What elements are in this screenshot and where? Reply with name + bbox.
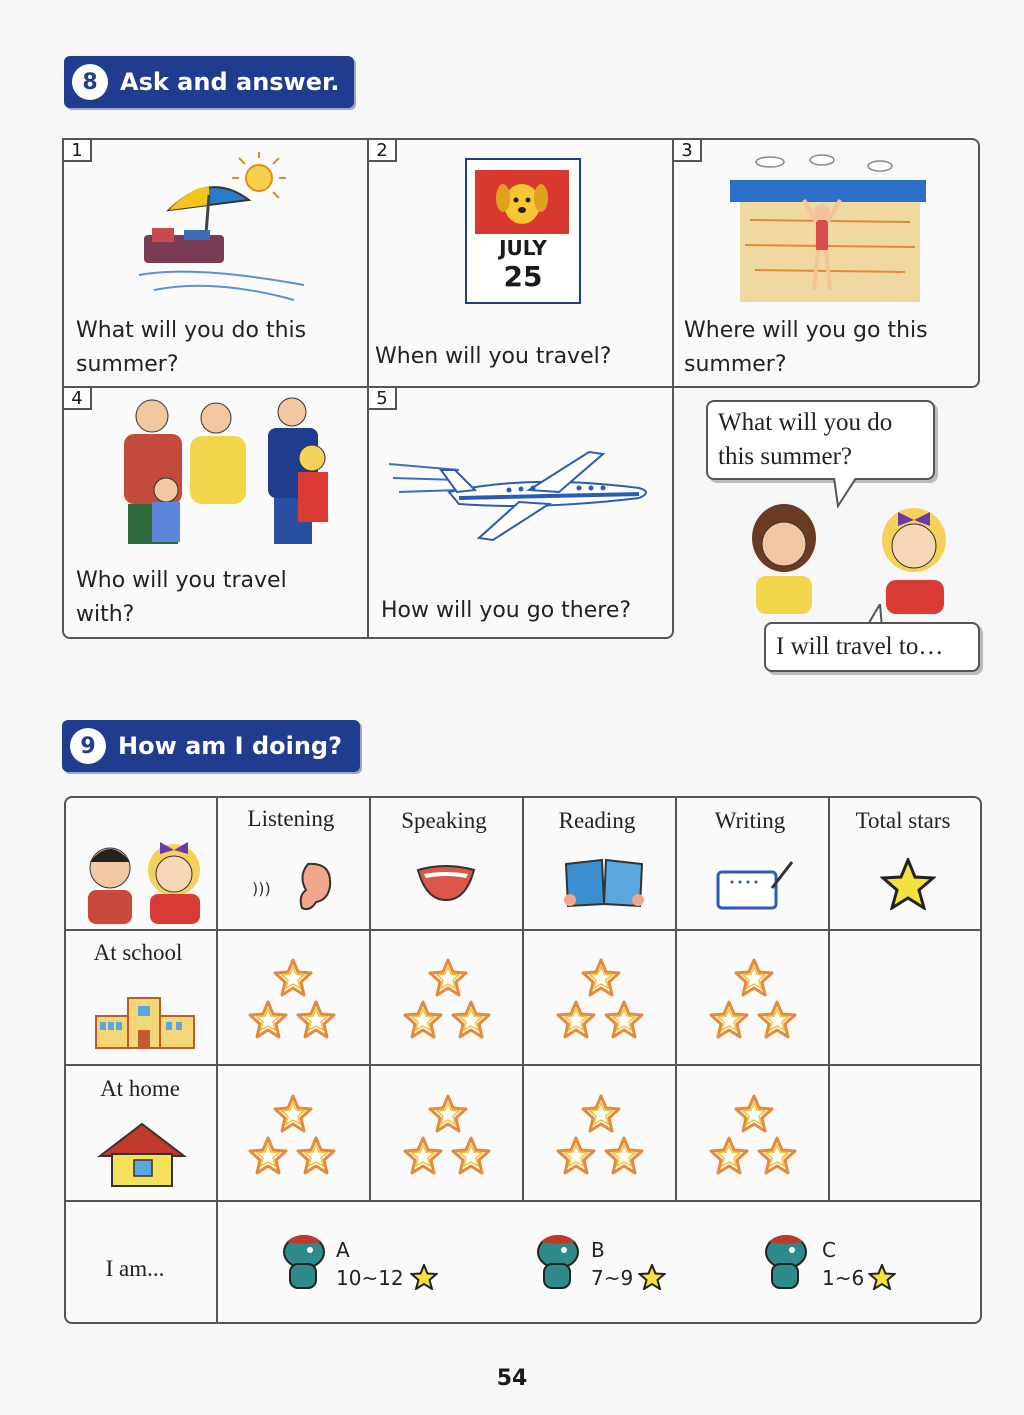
stars-at-home-writing <box>706 1092 802 1178</box>
two-children-illustration <box>738 498 964 614</box>
question-3: Where will you go this summer? <box>684 318 928 377</box>
dinosaur-mascot-icon <box>758 1228 814 1294</box>
column-header-speaking: Speaking <box>401 808 487 833</box>
level-a-range: 10~12 <box>336 1266 404 1290</box>
column-header-listening: Listening <box>247 806 335 831</box>
level-c-letter: C <box>822 1238 836 1262</box>
stars-at-home-listening <box>245 1092 341 1178</box>
level-b-range: 7~9 <box>591 1266 634 1290</box>
mouth-icon <box>414 860 478 904</box>
table-divider <box>65 1064 981 1066</box>
question-1: What will you do this summer? <box>76 318 307 377</box>
column-header-total-stars: Total stars <box>855 808 951 833</box>
section-9-header <box>62 720 360 772</box>
row-header-at-home: At home <box>100 1076 180 1101</box>
school-icon <box>92 994 200 1052</box>
table-divider <box>522 797 524 1201</box>
section-8-header <box>64 56 354 108</box>
writing-pad-icon <box>714 858 796 914</box>
row-header-i-am: I am... <box>105 1256 165 1281</box>
stars-at-school-listening <box>245 956 341 1042</box>
dinosaur-mascot-icon <box>276 1228 332 1294</box>
section-number: 8 <box>72 64 108 100</box>
level-c-range: 1~6 <box>822 1266 865 1290</box>
section-title: How am I doing? <box>118 732 343 760</box>
level-b-letter: B <box>591 1238 605 1262</box>
star-icon <box>868 1264 896 1290</box>
calendar-month: JULY <box>499 236 547 260</box>
table-divider <box>65 929 981 931</box>
cell-number: 4 <box>62 386 92 410</box>
book-icon <box>562 856 646 912</box>
dinosaur-mascot-icon <box>530 1228 586 1294</box>
stars-at-home-speaking <box>400 1092 496 1178</box>
page-number: 54 <box>496 1366 528 1391</box>
speech-bubble-question: What will you do this summer? <box>706 400 935 480</box>
stars-at-home-reading <box>553 1092 649 1178</box>
question-cell-1 <box>62 138 369 388</box>
question-cell-3 <box>672 138 980 388</box>
cell-number: 1 <box>62 138 92 162</box>
table-divider <box>675 797 677 1201</box>
question-cell-2 <box>367 138 674 388</box>
question-cell-4 <box>62 386 369 639</box>
cell-number: 3 <box>672 138 702 162</box>
star-icon <box>638 1264 666 1290</box>
speech-bubble-answer: I will travel to… <box>764 622 980 672</box>
dog-icon <box>475 170 569 234</box>
beach-umbrella-illustration <box>134 150 314 310</box>
table-divider <box>369 797 371 1201</box>
airplane-illustration <box>389 444 659 544</box>
cell-number: 5 <box>367 386 397 410</box>
stars-at-school-speaking <box>400 956 496 1042</box>
cell-number: 2 <box>367 138 397 162</box>
column-header-writing: Writing <box>714 808 786 833</box>
column-header-reading: Reading <box>558 808 636 833</box>
question-cell-5 <box>367 386 674 639</box>
star-icon <box>880 858 936 910</box>
section-title: Ask and answer. <box>120 68 340 96</box>
table-divider <box>65 1200 981 1202</box>
students-illustration <box>78 832 208 924</box>
house-icon <box>96 1120 188 1190</box>
calendar-illustration <box>465 158 581 304</box>
level-a-letter: A <box>336 1238 350 1262</box>
ear-icon <box>250 856 340 916</box>
svg-text:))): ))) <box>252 879 271 898</box>
question-5: How will you go there? <box>381 598 632 623</box>
table-divider <box>216 797 218 1323</box>
table-divider <box>828 797 830 1201</box>
question-2: When will you travel? <box>375 344 612 369</box>
stars-at-school-reading <box>553 956 649 1042</box>
question-4: Who will you travel with? <box>76 568 287 627</box>
row-header-at-school: At school <box>93 940 183 965</box>
star-icon <box>410 1264 438 1290</box>
beach-illustration <box>730 150 926 310</box>
calendar-day: 25 <box>503 260 543 293</box>
family-illustration <box>104 394 344 554</box>
section-number: 9 <box>70 728 106 764</box>
stars-at-school-writing <box>706 956 802 1042</box>
